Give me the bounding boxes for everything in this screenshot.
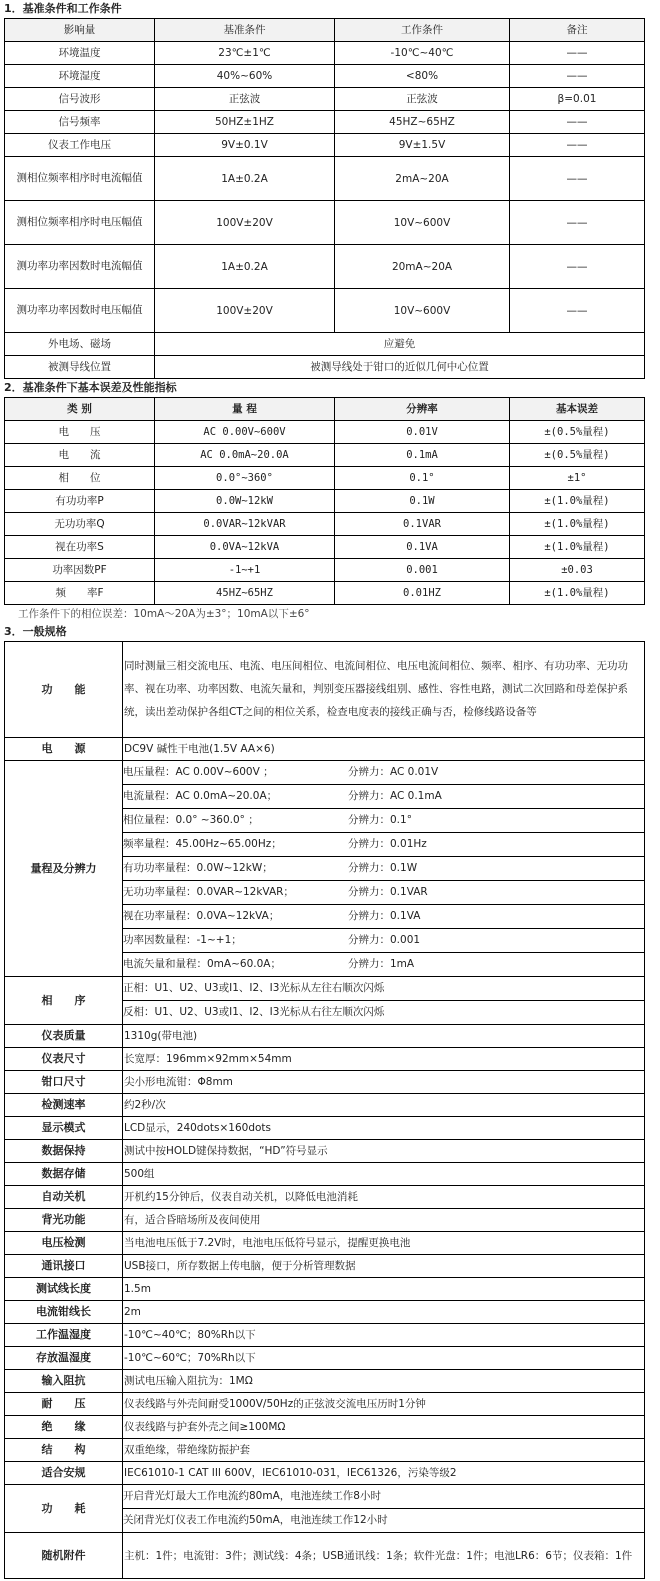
t3-sequence-cell [123, 977, 645, 1025]
t3-value: 当电池电压低于7.2V时，电池电压低符号显示，提醒更换电池 [123, 1232, 645, 1255]
t1-cell: -10℃~40℃ [335, 42, 510, 65]
t3-row [5, 1462, 645, 1485]
t2-row [5, 559, 645, 582]
t3-row [5, 1301, 645, 1324]
t2-row [5, 467, 645, 490]
t3-row [5, 1117, 645, 1140]
t1-cell: 信号频率 [5, 111, 155, 134]
t2-row [5, 490, 645, 513]
resolution-value: 分辨力：0.001 [348, 934, 421, 946]
t1-cell: —— [510, 201, 645, 245]
range-line [123, 761, 644, 784]
resolution-value: 分辨力：0.1VA [348, 910, 421, 922]
t1-row [5, 65, 645, 88]
t2-cell: 有功功率P [5, 490, 155, 513]
range-value: 视在功率量程：0.0VA~12kVA； [123, 910, 280, 922]
t3-value: 约2秒/次 [123, 1094, 645, 1117]
t3-label: 仪表质量 [5, 1025, 123, 1048]
t1-cell: —— [510, 289, 645, 333]
t3-row [5, 1370, 645, 1393]
t3-value: DC9V 碱性干电池(1.5V AA×6) [123, 738, 645, 761]
t1-cell: 测相位频率相序时电流幅值 [5, 157, 155, 201]
t1-cell: —— [510, 65, 645, 88]
t2-cell: ±(0.5%量程) [510, 421, 645, 444]
t2-cell: 0.0VA~12kVA [155, 536, 335, 559]
t3-row [5, 1094, 645, 1117]
t3-label: 结 构 [5, 1439, 123, 1462]
resolution-value: 分辨力：AC 0.01V [348, 766, 439, 778]
phase-error-note: 工作条件下的相位误差：10mA～20A为±3°；10mA以下±6° [18, 608, 310, 620]
t2-cell: 无功功率Q [5, 513, 155, 536]
t1-header-cell: 工作条件 [335, 19, 510, 42]
t3-row [5, 1439, 645, 1462]
range-line [123, 904, 644, 928]
general-spec-table [4, 641, 645, 1579]
t2-cell: 0.0°~360° [155, 467, 335, 490]
t2-cell: ±(1.0%量程) [510, 536, 645, 559]
t1-row [5, 111, 645, 134]
t1-cell: 被测导线位置 [5, 356, 155, 379]
t1-header-cell: 备注 [510, 19, 645, 42]
t1-cell: 10V~600V [335, 289, 510, 333]
t1-row [5, 134, 645, 157]
t3-row [5, 1347, 645, 1370]
t1-cell: <80% [335, 65, 510, 88]
t3-label: 电流钳线长 [5, 1301, 123, 1324]
t1-header-row [5, 19, 645, 42]
t1-row [5, 245, 645, 289]
resolution-value: 分辨力：0.1° [348, 814, 412, 826]
t2-cell: 电 压 [5, 421, 155, 444]
resolution-value: 分辨力：AC 0.1mA [348, 790, 442, 802]
t3-label: 功 能 [5, 642, 123, 738]
t2-cell: 0.0VAR~12kVAR [155, 513, 335, 536]
t3-value: 仪表线路与外壳间耐受1000V/50Hz的正弦波交流电压历时1分钟 [123, 1393, 645, 1416]
t3-value: 1310g(带电池) [123, 1025, 645, 1048]
t3-label: 绝 缘 [5, 1416, 123, 1439]
t2-row [5, 536, 645, 559]
t3-row [5, 1163, 645, 1186]
conditions-table [4, 18, 645, 379]
t2-cell: AC 0.00V~600V [155, 421, 335, 444]
range-value: 无功功率量程：0.0VAR~12kVAR； [123, 886, 294, 898]
t2-cell: 0.1VAR [335, 513, 510, 536]
t3-value: 有，适合昏暗场所及夜间使用 [123, 1209, 645, 1232]
t3-label: 显示模式 [5, 1117, 123, 1140]
t2-cell: 0.1VA [335, 536, 510, 559]
range-value: 功率因数量程：-1~+1； [123, 934, 242, 946]
t3-label: 背光功能 [5, 1209, 123, 1232]
t1-cell: 23℃±1℃ [155, 42, 335, 65]
t2-row [5, 444, 645, 467]
t3-value: 1.5m [123, 1278, 645, 1301]
resolution-value: 分辨力：1mA [348, 958, 415, 970]
range-line [123, 856, 644, 880]
t2-cell: 频 率F [5, 582, 155, 605]
t3-value: IEC61010-1 CAT III 600V，IEC61010-031，IEC61326，污染等级2 [123, 1462, 645, 1485]
t1-cell: —— [510, 134, 645, 157]
resolution-value: 分辨力：0.01Hz [348, 838, 427, 850]
t3-label: 数据保持 [5, 1140, 123, 1163]
t2-cell: 0.1° [335, 467, 510, 490]
t1-cell: —— [510, 245, 645, 289]
t2-row [5, 582, 645, 605]
range-value: 有功功率量程：0.0W~12kW； [123, 862, 273, 874]
t3-label: 检测速率 [5, 1094, 123, 1117]
t2-cell: 0.01HZ [335, 582, 510, 605]
t1-cell: —— [510, 157, 645, 201]
t1-row [5, 88, 645, 111]
t3-value: 测试电压输入阻抗为：1MΩ [123, 1370, 645, 1393]
t1-cell: 40%~60% [155, 65, 335, 88]
t3-label: 数据存储 [5, 1163, 123, 1186]
range-line [123, 832, 644, 856]
t2-cell: ±(1.0%量程) [510, 582, 645, 605]
t1-row-field [5, 333, 645, 356]
t1-row [5, 157, 645, 201]
t3-label: 自动关机 [5, 1186, 123, 1209]
t1-cell: 测功率功率因数时电流幅值 [5, 245, 155, 289]
t3-label: 通讯接口 [5, 1255, 123, 1278]
t3-label: 工作温湿度 [5, 1324, 123, 1347]
t3-row [5, 1324, 645, 1347]
range-line [123, 952, 644, 976]
sequence-line: 正相：U1、U2、U3或I1、I2、I3光标从左往右顺次闪烁 [123, 982, 385, 994]
t3-label: 钳口尺寸 [5, 1071, 123, 1094]
t1-cell: 9V±0.1V [155, 134, 335, 157]
t3-label: 测试线长度 [5, 1278, 123, 1301]
t2-row [5, 421, 645, 444]
t3-value: 长宽厚：196mm×92mm×54mm [123, 1048, 645, 1071]
t2-header-cell: 分辨率 [335, 398, 510, 421]
t2-cell: 功率因数PF [5, 559, 155, 582]
t1-cell: 9V±1.5V [335, 134, 510, 157]
t1-row [5, 42, 645, 65]
t3-value: -10℃~60℃；70%Rh以下 [123, 1347, 645, 1370]
t2-cell: 视在功率S [5, 536, 155, 559]
t3-value: 尖小形电流钳：Φ8mm [123, 1071, 645, 1094]
performance-table [4, 397, 645, 605]
t1-header-cell: 影响量 [5, 19, 155, 42]
t3-value: USB接口，所存数据上传电脑，便于分析管理数据 [123, 1255, 645, 1278]
t1-cell: 测相位频率相序时电压幅值 [5, 201, 155, 245]
t3-row-sequence [5, 977, 645, 1025]
t2-cell: ±(1.0%量程) [510, 490, 645, 513]
t3-value: -10℃~40℃；80%Rh以下 [123, 1324, 645, 1347]
t1-cell: 20mA~20A [335, 245, 510, 289]
section-title-3: 3．一般规格 [4, 625, 67, 638]
t1-cell: 信号波形 [5, 88, 155, 111]
resolution-value: 分辨力：0.1W [348, 862, 418, 874]
t1-cell: 环境湿度 [5, 65, 155, 88]
t2-cell: 相 位 [5, 467, 155, 490]
t2-row [5, 513, 645, 536]
range-value: 电流量程：AC 0.0mA~20.0A； [123, 790, 278, 802]
t3-label: 相 序 [5, 977, 123, 1025]
t3-value: 开机约15分钟后，仪表自动关机，以降低电池消耗 [123, 1186, 645, 1209]
t3-label: 量程及分辨力 [5, 761, 123, 977]
section-title-2: 2．基准条件下基本误差及性能指标 [4, 381, 177, 394]
t3-row [5, 1255, 645, 1278]
t2-cell: 45HZ~65HZ [155, 582, 335, 605]
t3-row [5, 1232, 645, 1255]
t2-header-cell: 量 程 [155, 398, 335, 421]
range-value: 电流矢量和量程：0mA~60.0A； [123, 958, 281, 970]
t3-label: 电压检测 [5, 1232, 123, 1255]
t1-cell: —— [510, 111, 645, 134]
t1-cell: 测功率功率因数时电压幅值 [5, 289, 155, 333]
t3-label: 随机附件 [5, 1533, 123, 1579]
t2-cell: ±(0.5%量程) [510, 444, 645, 467]
t2-cell: 0.1W [335, 490, 510, 513]
t1-cell: 被测导线处于钳口的近似几何中心位置 [155, 356, 645, 379]
t1-cell: 应避免 [155, 333, 645, 356]
t3-row [5, 1048, 645, 1071]
t1-cell: 100V±20V [155, 289, 335, 333]
t2-cell: 0.001 [335, 559, 510, 582]
t3-label: 电 源 [5, 738, 123, 761]
t3-row [5, 1393, 645, 1416]
t1-header-cell: 基准条件 [155, 19, 335, 42]
t3-value: LCD显示，240dots×160dots [123, 1117, 645, 1140]
t3-label: 仪表尺寸 [5, 1048, 123, 1071]
t2-cell: 0.01V [335, 421, 510, 444]
t3-row [5, 1209, 645, 1232]
t1-cell: 2mA~20A [335, 157, 510, 201]
t2-header-cell: 类 别 [5, 398, 155, 421]
t1-cell: 正弦波 [155, 88, 335, 111]
t1-cell: 正弦波 [335, 88, 510, 111]
t1-row [5, 201, 645, 245]
t1-row [5, 289, 645, 333]
t2-cell: 0.1mA [335, 444, 510, 467]
t3-label: 适合安规 [5, 1462, 123, 1485]
t3-row-ranges [5, 761, 645, 977]
t3-value: 同时测量三相交流电压、电流、电压间相位、电流间相位、电压电流间相位、频率、相序、有功功率、无功功率、视在功率、功率因数、电流矢量和，判别变压器接线组别、感性、容性电路，测试二次回路和母差保护系统，读出差动保护各组CT之间的相位关系，检查电度表的接线正确与否，检修线路设备等 [123, 642, 645, 738]
t3-row-consumption [5, 1485, 645, 1533]
t3-value: 2m [123, 1301, 645, 1324]
t2-cell: ±0.03 [510, 559, 645, 582]
t1-cell: 外电场、磁场 [5, 333, 155, 356]
t1-cell: 仪表工作电压 [5, 134, 155, 157]
t3-row [5, 1278, 645, 1301]
t3-value: 双重绝缘，带绝缘防振护套 [123, 1439, 645, 1462]
t3-row [5, 1140, 645, 1163]
t3-label: 耐 压 [5, 1393, 123, 1416]
section-title-1: 1．基准条件和工作条件 [4, 2, 122, 15]
t3-row [5, 1416, 645, 1439]
t3-label: 输入阻抗 [5, 1370, 123, 1393]
t2-cell: ±1° [510, 467, 645, 490]
t2-header-cell: 基本误差 [510, 398, 645, 421]
range-value: 相位量程：0.0° ~360.0° ； [123, 814, 259, 826]
t3-label: 功 耗 [5, 1485, 123, 1533]
t3-row [5, 1186, 645, 1209]
t1-cell: 10V~600V [335, 201, 510, 245]
t1-cell: 50HZ±1HZ [155, 111, 335, 134]
resolution-value: 分辨力：0.1VAR [348, 886, 428, 898]
t3-row-power [5, 738, 645, 761]
consumption-line: 关闭背光灯仪表工作电流约50mA，电池连续工作12小时 [123, 1508, 644, 1532]
t2-cell: 电 流 [5, 444, 155, 467]
range-value: 频率量程：45.00Hz~65.00Hz； [123, 838, 282, 850]
t1-cell: 1A±0.2A [155, 245, 335, 289]
t2-cell: AC 0.0mA~20.0A [155, 444, 335, 467]
t3-row-function [5, 642, 645, 738]
range-value: 电压量程：AC 0.00V~600V ； [123, 766, 274, 778]
t3-label: 存放温湿度 [5, 1347, 123, 1370]
t1-cell: 环境温度 [5, 42, 155, 65]
t3-value: 主机：1件；电流钳：3件；测试线：4条；USB通讯线：1条；软件光盘：1件；电池LR6：6节；仪表箱：1件 [123, 1533, 645, 1579]
range-line [123, 808, 644, 832]
t3-row [5, 1025, 645, 1048]
t2-header-row [5, 398, 645, 421]
t3-value: 500组 [123, 1163, 645, 1186]
consumption-line: 开启背光灯最大工作电流约80mA，电池连续工作8小时 [123, 1490, 381, 1502]
t3-ranges-cell [123, 761, 645, 977]
t1-row-position [5, 356, 645, 379]
t3-value: 测试中按HOLD键保持数据，“HD”符号显示 [123, 1140, 645, 1163]
range-line [123, 928, 644, 952]
t3-row-accessories [5, 1533, 645, 1579]
t1-cell: 1A±0.2A [155, 157, 335, 201]
t1-cell: 45HZ~65HZ [335, 111, 510, 134]
range-line [123, 784, 644, 808]
t3-row [5, 1071, 645, 1094]
t2-cell: -1~+1 [155, 559, 335, 582]
range-line [123, 880, 644, 904]
t1-cell: —— [510, 42, 645, 65]
sequence-line: 反相：U1、U2、U3或I1、I2、I3光标从右往左顺次闪烁 [123, 1000, 644, 1024]
t1-cell: 100V±20V [155, 201, 335, 245]
t1-cell: β=0.01 [510, 88, 645, 111]
t3-consumption-cell [123, 1485, 645, 1533]
t2-cell: 0.0W~12kW [155, 490, 335, 513]
t2-cell: ±(1.0%量程) [510, 513, 645, 536]
t3-value: 仪表线路与护套外壳之间≥100MΩ [123, 1416, 645, 1439]
